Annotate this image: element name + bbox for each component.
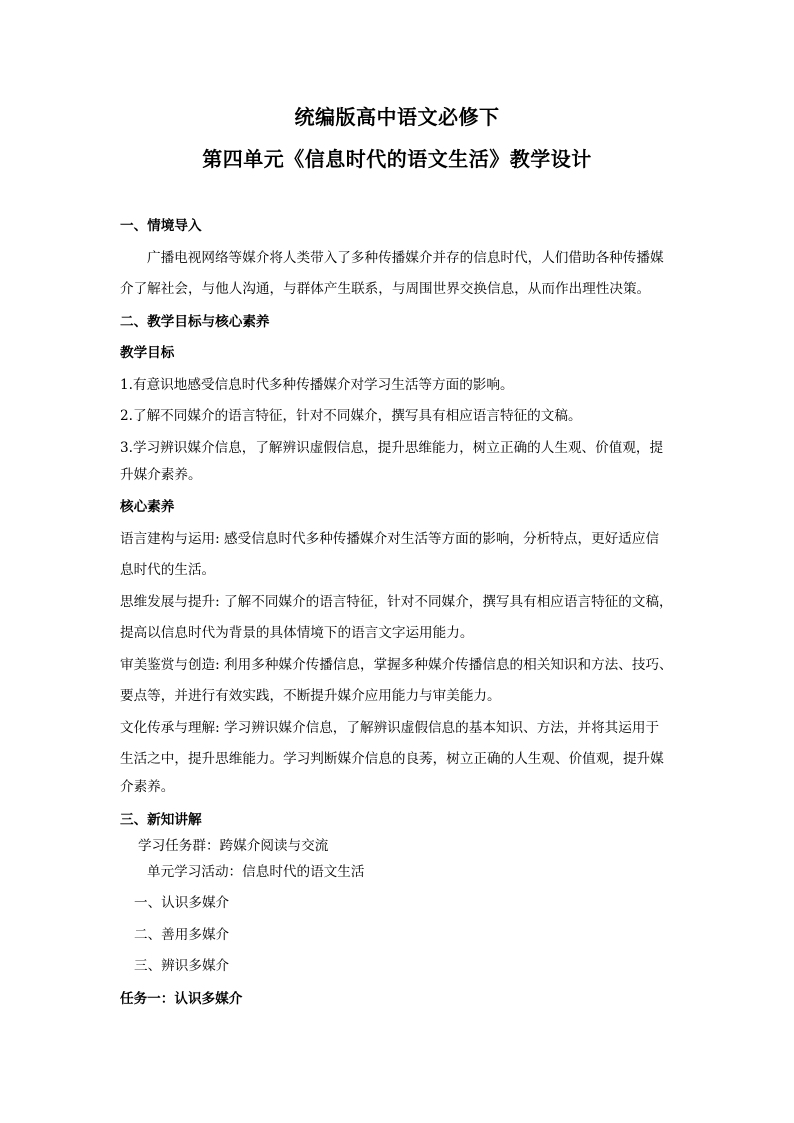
- core-item-4-cont: 生活之中，提升思维能力。学习判断媒介信息的良莠，树立正确的人生观、价值观，提升媒: [120, 751, 664, 767]
- section-heading-3: 三、新知讲解: [120, 812, 202, 828]
- subheading-core: 核心素养: [120, 499, 175, 515]
- activity-item-2: 二、善用多媒介: [134, 927, 230, 943]
- goal-item-2: 2.了解不同媒介的语言特征，针对不同媒介，撰写具有相应语言特征的文稿。: [120, 408, 582, 424]
- goal-item-3: 3.学习辨识媒介信息，了解辨识虚假信息，提升思维能力，树立正确的人生观、价值观，提: [120, 440, 664, 456]
- core-item-1: 语言建构与运用: 感受信息时代多种传播媒介对生活等方面的影响，分析特点，更好适应信: [120, 531, 660, 547]
- activity-item-3: 三、辨识多媒介: [134, 958, 230, 974]
- core-item-3: 审美鉴赏与创造: 利用多种媒介传播信息，掌握多种媒介传播信息的相关知识和方法、技巧、: [120, 657, 673, 673]
- goal-item-3-cont: 升媒介素养。: [120, 467, 202, 483]
- unit-activity: 单元学习活动：信息时代的语文生活: [147, 864, 365, 880]
- paragraph-line: 广播电视网络等媒介将人类带入了多种传播媒介并存的信息时代，人们借助各种传播媒: [147, 250, 664, 266]
- section-heading-1: 一、情境导入: [120, 218, 202, 234]
- core-item-2: 思维发展与提升: 了解不同媒介的语言特征，针对不同媒介，撰写具有相应语言特征的文稿，: [120, 594, 673, 610]
- activity-item-1: 一、认识多媒介: [134, 895, 230, 911]
- core-item-4-cont: 介素养。: [120, 779, 175, 795]
- core-item-3-cont: 要点等，并进行有效实践，不断提升媒介应用能力与审美能力。: [120, 688, 501, 704]
- task-group: 学习任务群：跨媒介阅读与交流: [138, 838, 329, 854]
- document-title: 统编版高中语文必修下: [294, 105, 500, 129]
- core-item-1-cont: 息时代的生活。: [120, 562, 216, 578]
- core-item-4: 文化传承与理解: 学习辨识媒介信息，了解辨识虚假信息的基本知识、方法，并将其运用于: [120, 720, 660, 736]
- task-one-heading: 任务一：认识多媒介: [120, 991, 243, 1007]
- paragraph-line: 介了解社会，与他人沟通，与群体产生联系，与周围世界交换信息，从而作出理性决策。: [120, 281, 651, 297]
- section-heading-2: 二、教学目标与核心素养: [120, 314, 270, 330]
- core-item-2-cont: 提高以信息时代为背景的具体情境下的语言文字运用能力。: [120, 625, 474, 641]
- document-subtitle: 第四单元《信息时代的语文生活》教学设计: [202, 147, 592, 171]
- subheading-goals: 教学目标: [120, 345, 175, 361]
- goal-item-1: 1.有意识地感受信息时代多种传播媒介对学习生活等方面的影响。: [120, 377, 514, 393]
